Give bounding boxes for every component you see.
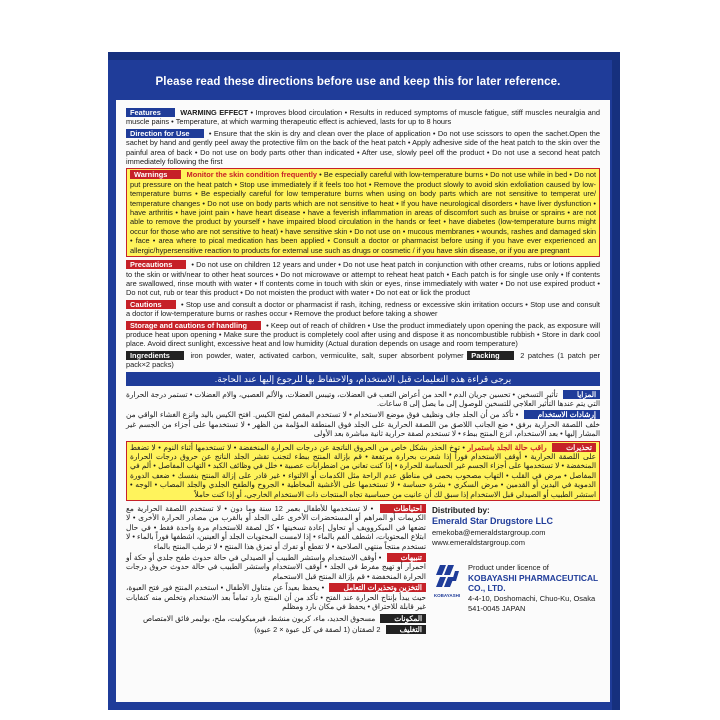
box-top-edge	[108, 52, 620, 60]
arabic-directions-section	[126, 410, 600, 438]
package-headline: Please read these directions before use and keep this for later reference.	[155, 76, 561, 88]
arabic-title-bar: يرجى قراءة هذه التعليمات قبل الاستخدام، والاحتفاظ بها للرجوع إليها عند الحاجة.	[126, 372, 600, 386]
features-body: • Improves blood circulation • Results in reduced symptoms of muscle fatigue, stiff muscles neuralgia and muscle pains • Temperature, at which warming therapeutic effect is achieved, lasts for up to 8 hours	[126, 108, 600, 127]
warnings-label: Warnings	[130, 170, 181, 179]
precautions-section	[126, 260, 600, 298]
instruction-panel	[116, 100, 610, 702]
arabic-lower-column	[126, 504, 426, 636]
ingredients-body: iron powder, water, activated carbon, vermiculite, salt, super absorbent polymer	[190, 350, 464, 360]
arabic-features-body: تأثير التسخين • تحسين جريان الدم • الحد من أعراض التعب في العضلات، وتيبس العضلات، والألم العصبي، والام العضلات • تستمر درجة الحرارة التي يتم عندها التأثير العلاجي للتسخين للوصول إلى ما يصل إلى 8 ساعات.	[126, 389, 600, 408]
precautions-body: • Do not use on children 12 years and under • Do not use heat patch in conjunction with other creams, rubs or lotions applied to the skin or with/near to other heat sources • Do not microwave or attempt to reheat heat patch • Each patch is for single use only • If contents are swallowed, rinse mouth with water • If contents come in touch with skin or eyes, rinse immediately with water • Do not use expired product • Do not cut, rub or tear this product • Do not moisten the product with water • Do not eat or lick the product	[126, 260, 600, 298]
arabic-ingredients-body: مسحوق الحديد، ماء، كربون منشط، فيرميكوليت، ملح، بوليمر فائق الامتصاص	[143, 613, 376, 623]
arabic-features-label: المزايا	[563, 390, 600, 399]
features-section	[126, 108, 600, 127]
distributor-email: emekoba@emeraldstargroup.com	[432, 527, 546, 537]
distributor-web: www.emeraldstargroup.com	[432, 538, 525, 548]
arabic-precautions-section	[126, 504, 426, 551]
licence-text	[468, 563, 600, 615]
arabic-cautions-label: تنبيهات	[387, 553, 426, 562]
ingredients-section	[126, 351, 600, 370]
directions-body: • Ensure that the skin is dry and clean over the place of application • Do not use scissors to open the sachet.Open the sachet by hand and gently peel away the protective film on the back of the heat patch • Apply adhesive side of the heat patch to the skin over the painful area of back • Do not use on body parts other than indicated • After use, slowly peel off the product • Do not use a second heat patch immediately following the first	[126, 128, 601, 167]
licence-title: Product under licence of	[468, 562, 549, 572]
arabic-packing-section	[126, 625, 426, 634]
packing-body: 2 patches (1 patch per pack×2 packs)	[126, 350, 600, 370]
arabic-precautions-label: احتياطات	[380, 504, 426, 513]
storage-body: • Keep out of reach of children • Use the product immediately upon opening the pack, as exposure will produce heat upon opening • Make sure the product is completely cool after using and dispose it as noncombustible rubbish • Store in dark cool place. Avoid direct sunlight, excessive heat and low humidity (Actual duration depends on usage and room temperature)	[126, 320, 600, 349]
box-side-edge	[612, 52, 620, 710]
arabic-warnings-highlight: راقب حالة الجلد باستمرار	[467, 442, 547, 452]
precautions-label: Precautions	[126, 260, 186, 269]
licence-company: KOBAYASHI PHARMACEUTICAL CO., LTD.	[468, 573, 598, 594]
arabic-precautions-body: • لا تستخدمها للأطفال بعمر 12 سنة وما دون • لا تستخدم اللصقة الحرارية مع الكريمات أو المراهم أو المستحضرات الأخرى على الجلد أو بالقرب من مصادر الحرارة الأخرى • لا تضعها في الميكروويف أو تحاول إعادة تسخينها • كل لصقة للاستخدام مرة واحدة فقط • في حال ابتلاع المحتويات، اشطف الفم بالماء • إذا لامست المحتويات الجلد أو العينين، اشطفها فوراً بالماء • لا تستخدم منتجاً منتهي الصلاحية • لا تقطع أو تفرك أو تمزق هذا المنتج • لا ترطب المنتج بالماء	[126, 504, 426, 551]
arabic-cautions-body: • أوقف الاستخدام واستشر الطبيب أو الصيدلي في حالة حدوث طفح جلدي أو حكة أو احمرار أو تهيج مفرط في الجلد • أوقف الاستخدام واستشر الطبيب في حالة حدوث حروق درجات الحرارة المنخفضة • قم بإزالة المنتج قبل الاستحمام	[126, 553, 426, 581]
directions-label: Direction for Use	[126, 129, 204, 138]
licence-address-2: 541-0045 JAPAN	[468, 604, 526, 614]
arabic-cautions-section	[126, 553, 426, 581]
arabic-warnings-section	[126, 441, 600, 501]
logo-text: KOBAYASHI	[433, 592, 461, 598]
distributor-name: Emerald Star Drugstore LLC	[432, 516, 554, 527]
ingredients-label: Ingredients	[126, 351, 184, 360]
arabic-directions-body: • تأكد من أن الجلد جاف ونظيف فوق موضع الاستخدام • لا تستخدم المقص لفتح الكيس. افتح الكيس باليد وانزع الغشاء الواقي من خلف اللصقة الحرارية برفق • ضع الجانب اللاصق من اللصقة الحرارية على الجلد فوق المنطقة المؤلمة من الظهر • لا تستخدمها على أجزاء من الجسم غير المشار إليها • بعد الاستخدام، انزع المنتج ببطء • لا تستخدم لصقة حرارية ثانية مباشرة بعد الأولى	[126, 410, 600, 439]
features-head: WARMING EFFECT	[180, 108, 248, 117]
directions-section	[126, 129, 600, 167]
warnings-highlight: Monitor the skin condition frequently	[186, 170, 318, 180]
features-label: Features	[126, 108, 175, 117]
cautions-body: • Stop use and consult a doctor or pharmacist if rash, itching, redness or excessive skin irritation occurs • Stop use and consult a doctor if low-temperature burns or rashes occur • Remove the product before taking a shower	[126, 299, 600, 319]
warnings-body: • Be especially careful with low-temperature burns • Do not use while in bed • Do not put pressure on the heat patch • Stop use immediately if it feels too hot • Remove the product slowly to avoid skin exfoliation caused by low-temperature burns • Be especially careful for low temperature burns when using on body parts which are not sensitive to temperat ure/ temperature changes • Do not use on body parts which are not sensitive to heat • If you have neurological disorders • have liver dysfunction • have arthritis • have joint pain • have heart disease • have a feverish inflammation in areas of discomfort such as bruise or sprains • are not able to remove the product by yourself • have impaired blood circulation in the hands or feet • have diabetes (low-temperature burns might occur for those who are not sensitive to heat) • have sensitive skin • Do not use on • mucous membranes • wounds, rashes and damaged skin • face • area where to pical medication has been applied • Consult a doctor or pharmacist before using if you have ever experienced an allergic/hypersensitive reaction to products for external use such as drugs or cosmetic / if you have skin disease, or if you are pregnant	[130, 170, 596, 255]
licence-address-1: 4-4-10, Doshomachi, Chuo-Ku, Osaka	[468, 593, 596, 603]
lower-section	[126, 504, 600, 636]
arabic-packing-label: التغليف	[386, 625, 426, 634]
packing-label: Packing	[467, 351, 513, 360]
arabic-storage-section	[126, 583, 426, 611]
cautions-section	[126, 300, 600, 319]
arabic-directions-label: إرشادات الاستخدام	[524, 410, 600, 419]
kobayashi-logo	[432, 563, 462, 615]
storage-label: Storage and cautions of handling	[126, 321, 261, 330]
arabic-warnings-label: تحذيرات	[552, 443, 596, 452]
distributor-title: Distributed by:	[432, 506, 490, 516]
arabic-ingredients-label: المكونات	[380, 614, 426, 623]
arabic-ingredients-section	[126, 614, 426, 623]
arabic-warnings-body: • توخ الحذر بشكل خاص من الحروق الناتجة عن درجات الحرارة المنخفضة • لا تستخدمها أثناء النوم • لا تضغط على اللصقة الحرارية • أوقف الاستخدام فوراً إذا شعرت بحرارة مرتفعة • قم بإزالة المنتج ببطء لتجنب تقشر الجلد الناتج عن حروق درجات الحرارة المنخفضة • لا تستخدمها على أجزاء الجسم غير الحساسة للحرارة • إذا كنت تعاني من اضطرابات عصبية • خلل في وظائف الكبد • التهاب المفاصل • ألم في المفاصل • مرض في القلب • التهاب مصحوب بحمى في مناطق عدم الراحة مثل الكدمات أو الالتواء • غير قادر على إزالة المنتج بنفسك • ضعف الدورة الدموية في اليدين أو القدمين • مرض السكري • بشرة حساسة • لا تستخدمها على الأغشية المخاطية • الجروح والطفح الجلدي والجلد المصاب • الوجه • استشر الطبيب أو الصيدلي قبل الاستخدام إذا سبق لك أن عانيت من حساسية تجاه المنتجات ذات الاستخدام الخارجي، أو إذا كنت حاملاً	[130, 442, 596, 499]
arabic-storage-body: • يحفظ بعيداً عن متناول الأطفال • استخدم المنتج فور فتح العبوة، حيث يبدأ بإنتاج الحرارة عند الفتح • تأكد من أن المنتج بارد تماماً بعد الاستخدام وتخلص منه كنفايات غير قابلة للاحتراق • يحفظ في مكان بارد ومظلم	[126, 583, 426, 612]
company-info	[432, 504, 600, 636]
arabic-storage-label: التخزين وتحذيرات التعامل	[329, 583, 426, 592]
arabic-packing-body: 2 لصقتان (1 لصقة في كل عبوة × 2 عبوة)	[254, 624, 381, 634]
licence-block	[432, 563, 600, 615]
arabic-features-section	[126, 390, 600, 409]
storage-section	[126, 321, 600, 349]
warnings-section	[126, 168, 600, 257]
kobayashi-logo-icon	[434, 563, 460, 589]
cautions-label: Cautions	[126, 300, 176, 309]
